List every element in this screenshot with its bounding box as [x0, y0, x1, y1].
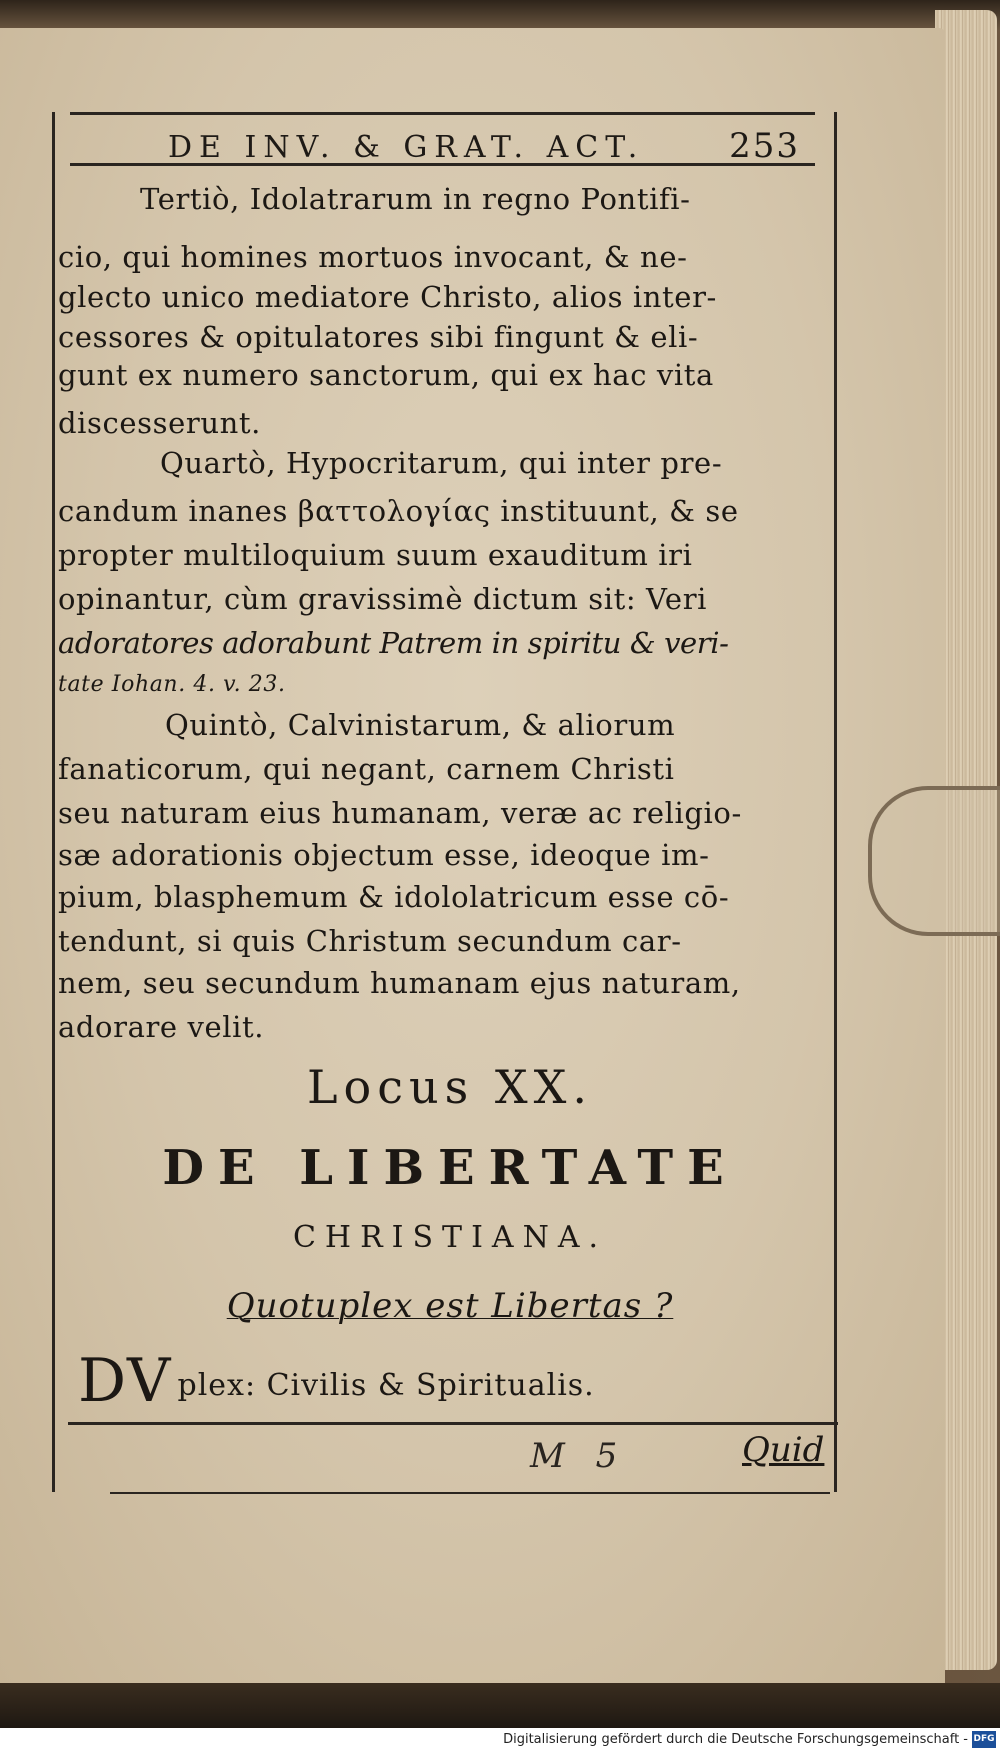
body-line: cessores & opitulatores sibi fingunt & eli-: [58, 320, 699, 354]
body-line: cio, qui homines mortuos invocant, & ne-: [58, 240, 688, 274]
answer-text: plex: Civilis & Spiritualis.: [177, 1368, 595, 1403]
body-line: tate Iohan. 4. v. 23.: [58, 672, 286, 697]
body-line: adorare velit.: [58, 1010, 265, 1044]
section-answer: [78, 1346, 595, 1416]
catchword: Quid: [742, 1430, 825, 1470]
base-rule: [110, 1492, 830, 1494]
body-line: discesserunt.: [58, 406, 261, 440]
body-line: tendunt, si quis Christum secundum car-: [58, 924, 682, 958]
body-line: Quintò, Calvinistarum, & aliorum: [165, 708, 676, 742]
body-line: propter multiloquium suum exauditum iri: [58, 538, 693, 572]
dfg-logo: DFG: [972, 1731, 996, 1748]
section-title: DE LIBERTATE: [162, 1140, 738, 1196]
body-line: seu naturam eius humanam, veræ ac religio-: [58, 796, 742, 830]
scan-top-edge: [0, 0, 1000, 30]
body-line: Tertiò, Idolatrarum in regno Pontifi-: [140, 182, 691, 216]
body-line: adoratores adorabunt Patrem in spiritu & veri-: [58, 626, 729, 660]
bottom-rule: [68, 1422, 838, 1425]
body-line: fanaticorum, qui negant, carnem Christi: [58, 752, 675, 786]
credit-bar: [0, 1728, 1000, 1753]
body-line: opinantur, cùm gravissimè dictum sit: Veri: [58, 582, 708, 616]
page-number: 253: [729, 126, 800, 166]
clasp-clip: [868, 786, 1000, 936]
section-question: Quotuplex est Libertas ?: [226, 1286, 674, 1326]
running-head: [70, 124, 810, 168]
body-line: sæ adorationis objectum esse, ideoque im-: [58, 838, 710, 872]
body-line: candum inanes βαττολογίας instituunt, & se: [58, 494, 739, 528]
answer-drop-cap: DV: [78, 1346, 173, 1416]
credit-text: Digitalisierung gefördert durch die Deutsche Forschungsgemeinschaft -: [503, 1732, 968, 1747]
section-locus: Locus XX.: [307, 1060, 593, 1114]
body-line: pium, blasphemum & idololatricum esse cō-: [58, 880, 730, 914]
body-line: gunt ex numero sanctorum, qui ex hac vita: [58, 358, 714, 392]
body-line: Quartò, Hypocritarum, qui inter pre-: [160, 446, 723, 480]
scan-bottom-edge: [0, 1683, 1000, 1728]
running-head-title: DE INV. & GRAT. ACT.: [168, 130, 645, 165]
body-line: nem, seu secundum humanam ejus naturam,: [58, 966, 741, 1000]
signature-mark: M 5: [530, 1436, 628, 1476]
top-rule: [70, 112, 815, 115]
section-subtitle: CHRISTIANA.: [292, 1220, 608, 1255]
body-line: glecto unico mediatore Christo, alios inter-: [58, 280, 717, 314]
